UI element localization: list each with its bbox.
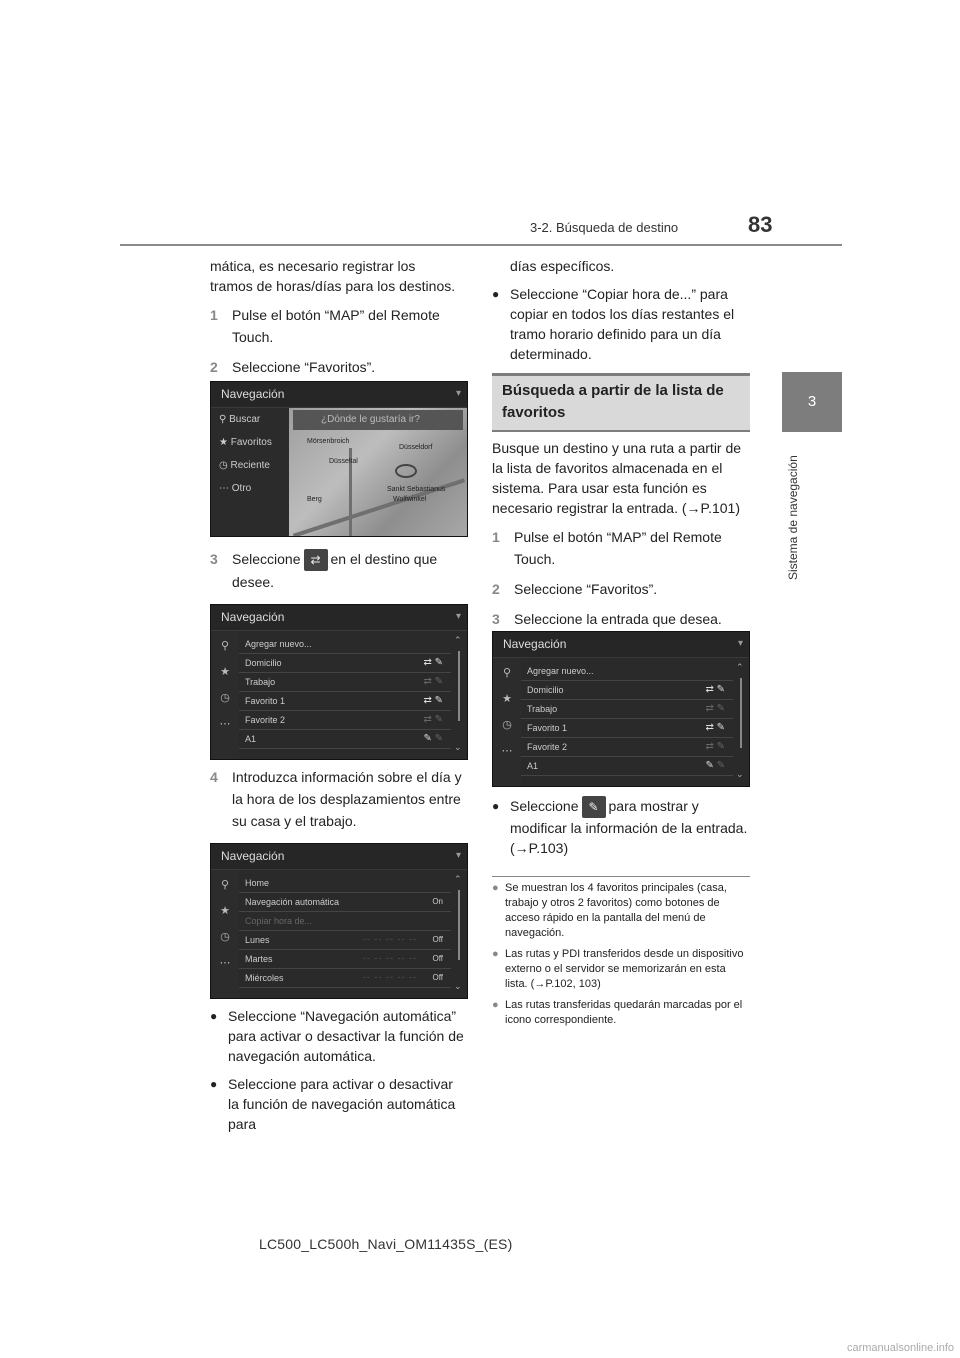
destination-search[interactable]: ¿Dónde le gustaría ir? — [293, 410, 463, 430]
side-rail — [493, 658, 521, 786]
screen-navigation-map — [210, 381, 468, 537]
edit-icon[interactable]: ✎ — [716, 722, 725, 733]
more-icon: ⋯ — [219, 483, 229, 494]
left-step-2: 2 Seleccione “Favoritos”. — [210, 359, 376, 375]
notes-block — [492, 876, 750, 1034]
scroll-thumb[interactable] — [458, 651, 460, 721]
list-item[interactable]: A1 ✎ ✎ — [239, 730, 451, 749]
signal-icon: ▾ — [455, 388, 461, 399]
map-label: Mörsenbroich — [307, 438, 350, 445]
search-icon[interactable]: ⚲ — [502, 667, 512, 679]
header-rule — [120, 244, 842, 246]
menu-buscar[interactable]: ⚲ Buscar — [219, 414, 261, 425]
chapter-label: Sistema de navegación — [786, 455, 800, 580]
edit-icon: ✎ — [582, 796, 606, 818]
map-label: Düsseltal — [329, 458, 358, 465]
scrollbar[interactable] — [455, 635, 463, 753]
scrollbar[interactable] — [737, 662, 745, 780]
side-rail — [211, 631, 239, 759]
list-item[interactable]: Agregar nuevo... — [521, 662, 733, 681]
route-icon: ⇄ — [705, 703, 714, 714]
edit-icon: ✎ — [434, 733, 443, 744]
left-bullets — [210, 1006, 466, 1142]
page-number: 83 — [748, 212, 773, 237]
edit-icon: ✎ — [434, 676, 443, 687]
route-icon: ⇄ — [304, 549, 328, 571]
vehicle-position-icon — [395, 464, 417, 478]
edit-icon[interactable]: ✎ — [434, 657, 443, 668]
edit-icon[interactable]: ✎ — [716, 684, 725, 695]
notes-rule — [492, 876, 750, 877]
route-icon: ⇄ — [705, 741, 714, 752]
chevron-down-icon[interactable]: ⌄ — [454, 742, 462, 752]
list-item[interactable]: Trabajo ⇄ ✎ — [521, 700, 733, 719]
edit-icon: ✎ — [716, 760, 725, 771]
list-item: Home — [239, 874, 451, 893]
map-label: Düsseldorf — [399, 444, 433, 451]
route-icon[interactable]: ⇄ — [423, 657, 432, 668]
chevron-down-icon[interactable]: ⌄ — [454, 981, 462, 991]
scroll-thumb[interactable] — [740, 678, 742, 748]
bullet-edit-entry: ● Seleccione ✎ para mostrar y modificar la información de la entrada. (→P.103) — [492, 798, 748, 857]
intro-paragraph: mática, es necesario registrar los tramos de horas/días para los destinos. — [210, 258, 456, 294]
right-bullet-edit-block — [492, 796, 750, 866]
screen-auto-navigation — [210, 843, 468, 999]
map-label: Sankt Sebastianus — [387, 486, 446, 493]
search-icon[interactable]: ⚲ — [220, 640, 230, 652]
list-item[interactable]: Trabajo ⇄ ✎ — [239, 673, 451, 692]
clock-icon: ◷ — [219, 460, 228, 471]
copy-time-item[interactable]: Copiar hora de... — [239, 912, 451, 931]
chapter-tab: 3 — [782, 372, 842, 432]
search-icon: ⚲ — [219, 414, 227, 425]
screen-title: Navegación — [211, 844, 467, 870]
route-icon[interactable]: ⇄ — [423, 695, 432, 706]
clock-icon[interactable]: ◷ — [502, 719, 512, 731]
more-icon[interactable]: ⋯ — [501, 745, 513, 757]
star-icon[interactable]: ★ — [502, 693, 512, 705]
bullet-copy-time: ● Seleccione “Copiar hora de...” para copiar en todos los días restantes el tramo horario definido para un día determinado. — [492, 286, 735, 362]
route-icon: ⇄ — [423, 676, 432, 687]
menu-favoritos[interactable]: ★ Favoritos — [219, 437, 272, 448]
screen-title: Navegación — [493, 632, 749, 658]
left-step-3: 3 Seleccione ⇄ en el destino que desee. — [210, 551, 438, 591]
favorites-list — [239, 635, 451, 749]
right-step-2: 2 Seleccione “Favoritos”. — [492, 581, 658, 597]
note-item: ● Las rutas y PDI transferidos desde un dispositivo externo o el servidor se memorizarán en esta lista. (→P.102, 103) — [492, 948, 744, 990]
signal-icon: ▾ — [737, 638, 743, 649]
screen-title: Navegación — [211, 382, 467, 408]
chevron-up-icon[interactable]: ⌃ — [454, 874, 462, 884]
map-menu — [211, 408, 289, 536]
manual-code: LC500_LC500h_Navi_OM11435S_(ES) — [259, 1236, 513, 1252]
list-item[interactable]: Favorito 1 ⇄ ✎ — [521, 719, 733, 738]
day-toggle[interactable]: Lunes -- -- -- -- -- Off — [239, 931, 451, 950]
list-item[interactable]: Agregar nuevo... — [239, 635, 451, 654]
signal-icon: ▾ — [455, 850, 461, 861]
route-icon[interactable]: ⇄ — [705, 684, 714, 695]
list-item[interactable]: Favorite 2 ⇄ ✎ — [239, 711, 451, 730]
route-icon: ⇄ — [423, 714, 432, 725]
edit-icon: ✎ — [716, 703, 725, 714]
left-step-3-block — [210, 548, 460, 601]
auto-navigation-list — [239, 874, 451, 988]
edit-icon[interactable]: ✎ — [423, 733, 432, 744]
left-column-top — [210, 256, 460, 386]
right-step-3: 3 Seleccione la entrada que desea. — [492, 611, 722, 627]
edit-icon[interactable]: ✎ — [434, 695, 443, 706]
day-toggle[interactable]: Miércoles -- -- -- -- -- Off — [239, 969, 451, 988]
section-header: 3-2. Búsqueda de destino — [530, 220, 679, 235]
clock-icon[interactable]: ◷ — [220, 692, 230, 704]
list-item[interactable]: A1 ✎ ✎ — [521, 757, 733, 776]
star-icon[interactable]: ★ — [220, 666, 230, 678]
map-label: Wolfwinkel — [393, 496, 427, 503]
edit-icon[interactable]: ✎ — [705, 760, 714, 771]
map-view[interactable] — [289, 408, 467, 536]
list-item[interactable]: Favorite 2 ⇄ ✎ — [521, 738, 733, 757]
map-label: Berg — [307, 496, 322, 503]
favorites-list — [521, 662, 733, 776]
signal-icon: ▾ — [455, 611, 461, 622]
screen-favorites-list-right — [492, 631, 750, 787]
section-heading: Búsqueda a partir de la lista de favoritos — [492, 376, 750, 430]
note-item: ● Las rutas transferidas quedarán marcadas por el icono correspondiente. — [492, 999, 743, 1026]
watermark: carmanualsonline.info — [846, 1342, 954, 1354]
section-rule-bottom — [492, 430, 750, 432]
screen-favorites-list — [210, 604, 468, 760]
more-icon[interactable]: ⋯ — [219, 957, 231, 969]
bullet-toggle-days: ● Seleccione para activar o desactivar la función de navegación automática para — [210, 1076, 456, 1132]
edit-icon: ✎ — [716, 741, 725, 752]
chevron-up-icon[interactable]: ⌃ — [454, 635, 462, 645]
left-step-4: 4 Introduzca información sobre el día y la hora de los desplazamientos entre su casa y el trabajo. — [210, 769, 462, 829]
clock-icon[interactable]: ◷ — [220, 931, 230, 943]
search-icon[interactable]: ⚲ — [220, 879, 230, 891]
route-icon[interactable]: ⇄ — [705, 722, 714, 733]
right-column-body — [492, 438, 750, 638]
right-column-top — [492, 256, 750, 372]
more-icon[interactable]: ⋯ — [219, 718, 231, 730]
list-item[interactable]: Favorito 1 ⇄ ✎ — [239, 692, 451, 711]
right-step-1: 1 Pulse el botón “MAP” del Remote Touch. — [492, 529, 722, 567]
note-item: ● Se muestran los 4 favoritos principales (casa, trabajo y otros 2 favoritos) como botones de acceso rápido en la pantalla del menú de navegación. — [492, 882, 727, 939]
left-step-4-block — [210, 766, 466, 840]
star-icon[interactable]: ★ — [220, 905, 230, 917]
scrollbar[interactable] — [455, 874, 463, 992]
scroll-thumb[interactable] — [458, 890, 460, 960]
continuation-text: días específicos. — [510, 258, 615, 274]
chevron-down-icon[interactable]: ⌄ — [736, 769, 744, 779]
left-step-1: 1 Pulse el botón “MAP” del Remote Touch. — [210, 307, 440, 345]
chevron-up-icon[interactable]: ⌃ — [736, 662, 744, 672]
star-icon: ★ — [219, 437, 228, 448]
auto-navigation-toggle[interactable]: Navegación automática On — [239, 893, 451, 912]
menu-otro[interactable]: ⋯ Otro — [219, 483, 252, 494]
edit-icon: ✎ — [434, 714, 443, 725]
day-toggle[interactable]: Martes -- -- -- -- -- Off — [239, 950, 451, 969]
menu-reciente[interactable]: ◷ Reciente — [219, 460, 270, 471]
bullet-auto-nav: ● Seleccione “Navegación automática” para activar o desactivar la función de navegación automática. — [210, 1008, 464, 1064]
list-item[interactable]: Domicilio ⇄ ✎ — [239, 654, 451, 673]
section-body: Busque un destino y una ruta a partir de la lista de favoritos almacenada en el sistema. Para usar esta función es necesario registrar la entrada. (→P.101) — [492, 440, 742, 516]
list-item[interactable]: Domicilio ⇄ ✎ — [521, 681, 733, 700]
screen-title: Navegación — [211, 605, 467, 631]
side-rail — [211, 870, 239, 998]
